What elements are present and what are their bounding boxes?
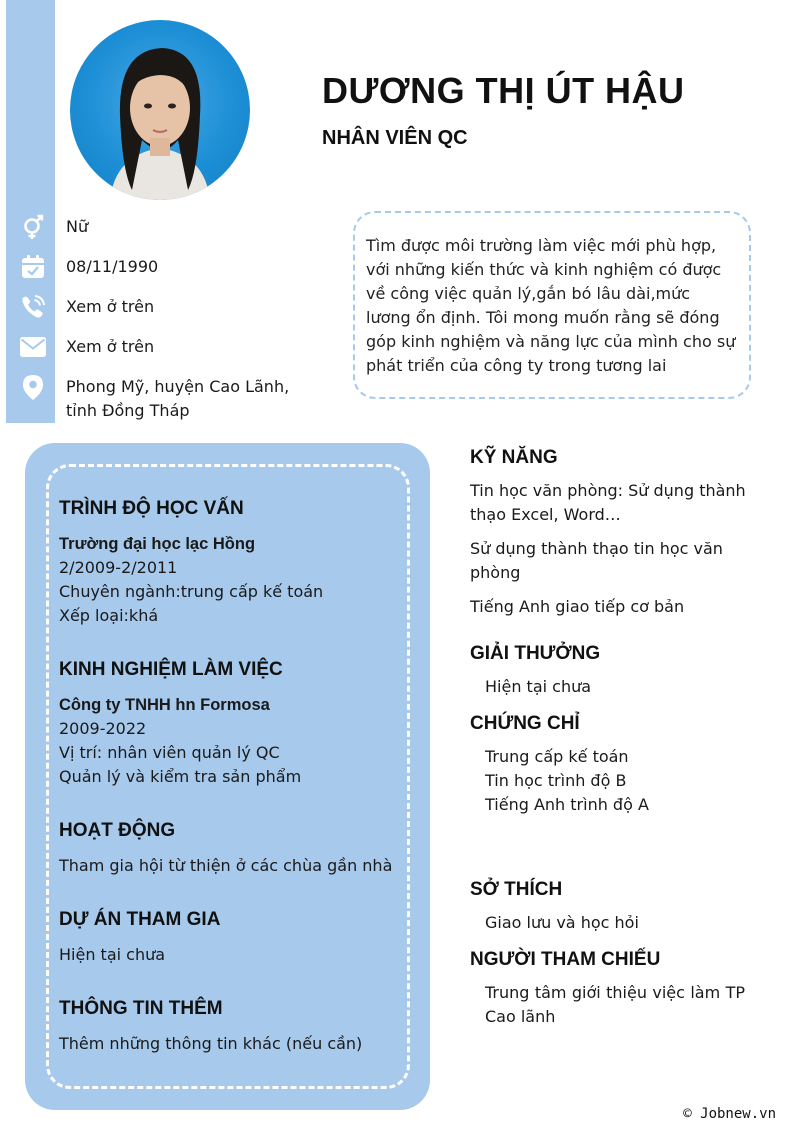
skill-item: Tin học văn phòng: Sử dụng thành thạo Excel, Word… — [470, 481, 746, 524]
education-heading: TRÌNH ĐỘ HỌC VẤN — [59, 498, 244, 519]
references-heading: NGƯỜI THAM CHIẾU — [470, 949, 661, 970]
activities-text: Tham gia hội từ thiện ở các chùa gần nhà — [59, 856, 393, 875]
email-value: Xem ở trên — [66, 337, 155, 356]
experience-duty: Quản lý và kiểm tra sản phẩm — [59, 767, 302, 786]
skill-item: Sử dụng thành thạo tin học văn phòng — [470, 539, 723, 582]
hobbies-text: Giao lưu và học hỏi — [485, 913, 639, 932]
phone-value: Xem ở trên — [66, 297, 155, 316]
awards-heading: GIẢI THƯỞNG — [470, 643, 601, 664]
activities-heading: HOẠT ĐỘNG — [59, 820, 176, 841]
skill-item: Tiếng Anh giao tiếp cơ bản — [470, 597, 685, 616]
gender-value: Nữ — [66, 217, 89, 236]
skills-heading: KỸ NĂNG — [470, 447, 558, 468]
address-value: Phong Mỹ, huyện Cao Lãnh, tỉnh Đồng Tháp — [66, 377, 290, 420]
gender-icon — [19, 213, 47, 241]
experience-company: Công ty TNHH hn Formosa — [59, 696, 270, 714]
projects-text: Hiện tại chưa — [59, 945, 166, 964]
avatar — [70, 20, 250, 200]
footer-copyright: © Jobnew.vn — [683, 1106, 776, 1122]
certificates-heading: CHỨNG CHỈ — [470, 713, 580, 734]
email-icon — [19, 333, 47, 361]
education-major: Chuyên ngành:trung cấp kế toán — [59, 582, 324, 601]
birthday-value: 08/11/1990 — [66, 257, 159, 276]
experience-heading: KINH NGHIỆM LÀM VIỆC — [59, 659, 283, 680]
calendar-icon — [19, 253, 47, 281]
hobbies-heading: SỞ THÍCH — [470, 879, 563, 900]
extra-info-heading: THÔNG TIN THÊM — [59, 998, 223, 1019]
education-school: Trường đại học lạc Hồng — [59, 535, 256, 553]
phone-icon — [19, 293, 47, 321]
awards-text: Hiện tại chưa — [485, 677, 592, 696]
location-icon — [19, 373, 47, 401]
extra-info-text: Thêm những thông tin khác (nếu cần) — [59, 1034, 363, 1053]
certificate-item: Trung cấp kế toán — [485, 747, 629, 766]
education-grade: Xếp loại:khá — [59, 606, 159, 625]
references-text: Trung tâm giới thiệu việc làm TP Cao lãnh — [485, 983, 745, 1026]
projects-heading: DỰ ÁN THAM GIA — [59, 909, 221, 930]
certificate-item: Tin học trình độ B — [485, 771, 627, 790]
experience-position: Vị trí: nhân viên quản lý QC — [59, 743, 280, 762]
certificate-item: Tiếng Anh trình độ A — [485, 795, 649, 814]
candidate-name: DƯƠNG THỊ ÚT HẬU — [322, 70, 685, 111]
job-title: NHÂN VIÊN QC — [322, 127, 468, 149]
education-period: 2/2009-2/2011 — [59, 558, 178, 577]
career-objective: Tìm được môi trường làm việc mới phù hợp, với những kiến thức và kinh nghiệm có được về công việc quản lý,gắn bó lâu dài,mức lương ổn định. Tôi mong muốn rằng sẽ đóng góp kinh nghiệm và năng lực của mình cho sự phát triển của công ty trong tương lai — [353, 211, 751, 399]
experience-period: 2009-2022 — [59, 719, 147, 738]
